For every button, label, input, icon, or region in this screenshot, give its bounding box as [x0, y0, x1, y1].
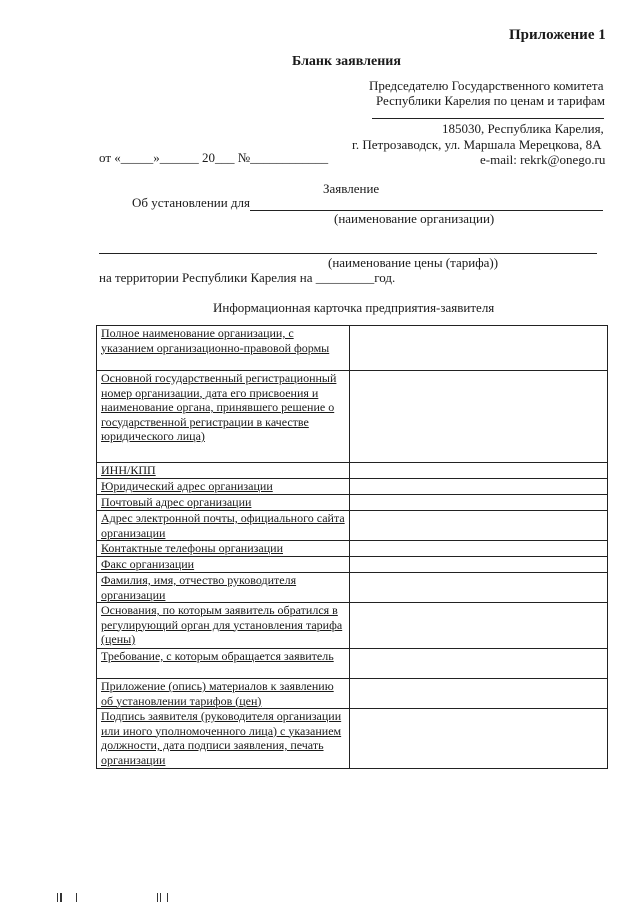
- row-value[interactable]: [350, 326, 608, 371]
- row-value[interactable]: [350, 495, 608, 511]
- row-value[interactable]: [350, 679, 608, 709]
- row-value[interactable]: [350, 479, 608, 495]
- sender-address-line-1: 185030, Республика Карелия,: [442, 121, 604, 136]
- row-label: Почтовый адрес организации: [97, 495, 350, 511]
- statement-heading: Заявление: [323, 181, 380, 196]
- table-row: [97, 463, 608, 479]
- addressee-line-1: Председателю Государственного комитета: [369, 78, 604, 93]
- row-label: Основания, по которым заявитель обратился в регулирующий орган для установления тарифа (цены): [97, 603, 350, 649]
- row-value[interactable]: [350, 511, 608, 541]
- table-row: [97, 541, 608, 557]
- row-value[interactable]: [350, 573, 608, 603]
- row-value[interactable]: [350, 603, 608, 649]
- table-row: [97, 603, 608, 649]
- row-label: Фамилия, имя, отчество руководителя организации: [97, 573, 350, 603]
- row-value[interactable]: [350, 371, 608, 463]
- addressee-line-2: Республики Карелия по ценам и тарифам: [376, 93, 606, 108]
- row-label: ИНН/КПП: [97, 463, 350, 479]
- row-value[interactable]: [350, 557, 608, 573]
- form-title: Бланк заявления: [292, 54, 401, 69]
- appendix-label: Приложение 1: [509, 27, 606, 43]
- row-label: Приложение (опись) материалов к заявлению об установлении тарифов (цен): [97, 679, 350, 709]
- row-value[interactable]: [350, 541, 608, 557]
- table-row: [97, 326, 608, 371]
- info-card-table: [96, 325, 608, 769]
- table-row: [97, 371, 608, 463]
- row-label: Требование, с которым обращается заявитель: [97, 649, 350, 679]
- row-value[interactable]: [350, 463, 608, 479]
- territory-line: на территории Республики Карелия на _________год.: [99, 270, 396, 285]
- organization-name-caption: (наименование организации): [334, 211, 495, 226]
- row-label: Подпись заявителя (руководителя организации или иного уполномоченного лица) с указанием должности, дата подписи заявления, печать организации: [97, 709, 350, 769]
- table-row: [97, 557, 608, 573]
- row-label: Контактные телефоны организации: [97, 541, 350, 557]
- table-row: [97, 679, 608, 709]
- statement-subject-prefix: Об установлении для: [132, 195, 251, 210]
- price-name-caption: (наименование цены (тарифа)): [328, 255, 499, 270]
- addressee-signature-line: [372, 118, 604, 119]
- row-label: Основной государственный регистрационный номер организации, дата его присвоения и наименование органа, принявшего решение о государственной регистрации в качестве юридического лица): [97, 371, 350, 463]
- row-label: Юридический адрес организации: [97, 479, 350, 495]
- table-row: [97, 573, 608, 603]
- price-name-line: [99, 253, 597, 254]
- table-row: [97, 479, 608, 495]
- sender-email: e-mail: rekrk@onego.ru: [480, 152, 606, 167]
- table-row: [97, 709, 608, 769]
- table-row: [97, 511, 608, 541]
- row-value[interactable]: [350, 709, 608, 769]
- card-title: Информационная карточка предприятия-заявителя: [213, 300, 495, 315]
- table-row: [97, 649, 608, 679]
- sender-address-line-2: г. Петрозаводск, ул. Маршала Мерецкова, 8А: [352, 137, 602, 152]
- row-label: Факс организации: [97, 557, 350, 573]
- row-label: Адрес электронной почты, официального сайта организации: [97, 511, 350, 541]
- table-row: [97, 495, 608, 511]
- date-number-line: от «_____»______ 20___ №____________: [99, 150, 329, 165]
- row-value[interactable]: [350, 649, 608, 679]
- row-label: Полное наименование организации, с указанием организационно-правовой формы: [97, 326, 350, 371]
